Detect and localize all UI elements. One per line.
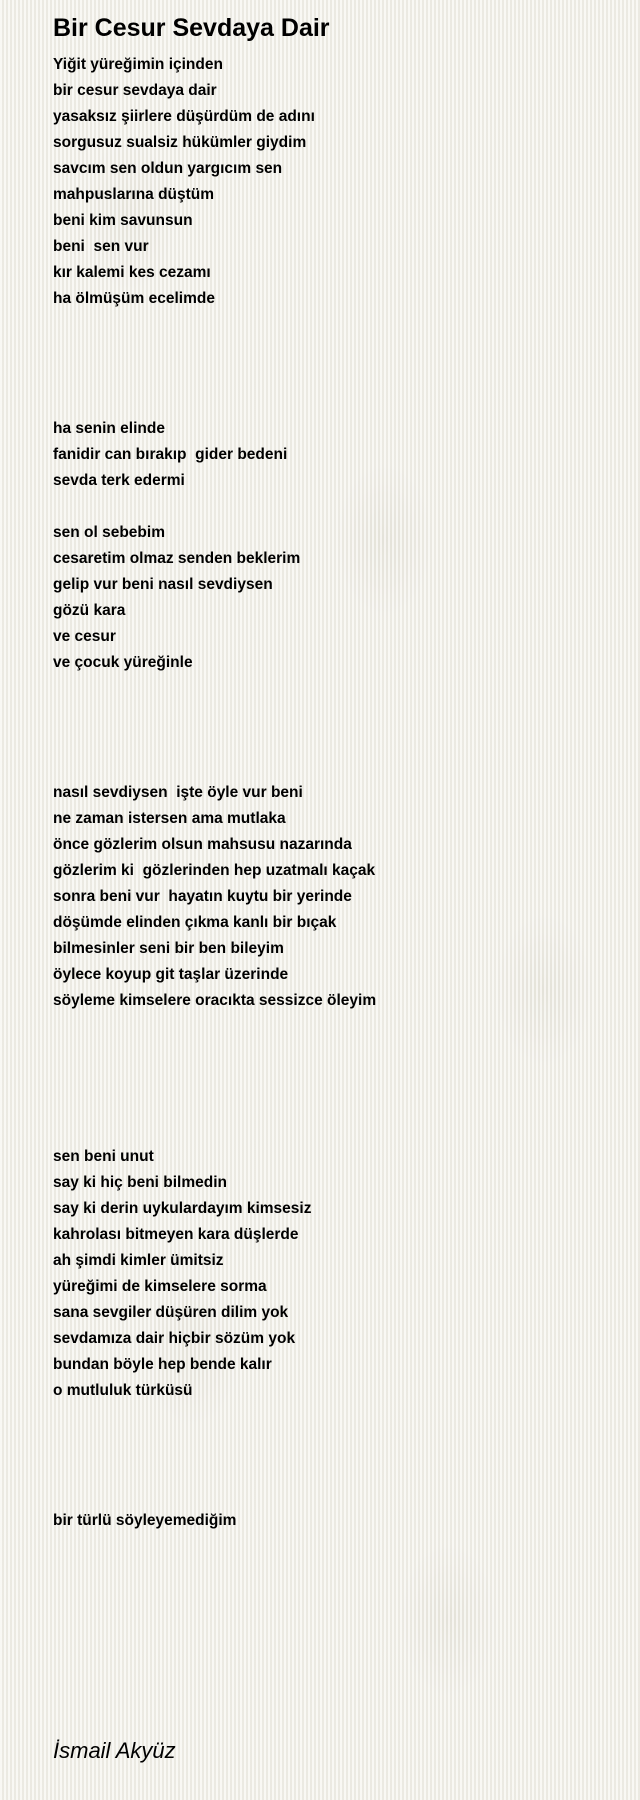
poem-title: Bir Cesur Sevdaya Dair bbox=[53, 14, 330, 42]
poem-blank-line bbox=[53, 676, 613, 702]
poem-blank-line bbox=[53, 1118, 613, 1144]
poem-line: sorgusuz sualsiz hükümler giydim bbox=[53, 134, 307, 151]
poem-line: sevdamıza dair hiçbir sözüm yok bbox=[53, 1330, 296, 1347]
poem-line: say ki hiç beni bilmedin bbox=[53, 1174, 227, 1191]
poem-line: sen beni unut bbox=[53, 1148, 154, 1165]
poem-line: kır kalemi kes cezamı bbox=[53, 264, 211, 281]
poem-blank-line bbox=[53, 1430, 613, 1456]
poem-line: o mutluluk türküsü bbox=[53, 1382, 193, 1399]
poem-line: savcım sen oldun yargıcım sen bbox=[53, 160, 283, 177]
poem-line: söyleme kimselere oracıkta sessizce öleyim bbox=[53, 992, 377, 1009]
poem-line: sonra beni vur hayatın kuytu bir yerinde bbox=[53, 888, 352, 905]
poem-blank-line bbox=[53, 338, 613, 364]
poem-line: ah şimdi kimler ümitsiz bbox=[53, 1252, 224, 1269]
poem-line: beni kim savunsun bbox=[53, 212, 193, 229]
poem-line: bundan böyle hep bende kalır bbox=[53, 1356, 272, 1373]
poem-line: yüreğimi de kimselere sorma bbox=[53, 1278, 267, 1295]
poem-line: bir cesur sevdaya dair bbox=[53, 82, 217, 99]
poem-line: ha senin elinde bbox=[53, 420, 165, 437]
poem-line: kahrolası bitmeyen kara düşlerde bbox=[53, 1226, 299, 1243]
poem-blank-line bbox=[53, 728, 613, 754]
poem-line: sevda terk edermi bbox=[53, 472, 185, 489]
poem-line: sana sevgiler düşüren dilim yok bbox=[53, 1304, 289, 1321]
poem-line: döşümde elinden çıkma kanlı bir bıçak bbox=[53, 914, 337, 931]
poem-line: gözlerim ki gözlerinden hep uzatmalı kaçak bbox=[53, 862, 376, 879]
poem-blank-line bbox=[53, 1040, 613, 1066]
poem-line: bir türlü söyleyemediğim bbox=[53, 1512, 237, 1529]
poem-blank-line bbox=[53, 1014, 613, 1040]
poem-blank-line bbox=[53, 1092, 613, 1118]
poem-line: ha ölmüşüm ecelimde bbox=[53, 290, 215, 307]
poem-line: önce gözlerim olsun mahsusu nazarında bbox=[53, 836, 352, 853]
poem-line: mahpuslarına düştüm bbox=[53, 186, 215, 203]
poem-line: yasaksız şiirlere düşürdüm de adını bbox=[53, 108, 315, 125]
poem-blank-line bbox=[53, 702, 613, 728]
poem-blank-line bbox=[53, 364, 613, 390]
poem-line: ve çocuk yüreğinle bbox=[53, 654, 193, 671]
poem-blank-line bbox=[53, 1482, 613, 1508]
poem-line: öylece koyup git taşlar üzerinde bbox=[53, 966, 289, 983]
poem-line: say ki derin uykulardayım kimsesiz bbox=[53, 1200, 312, 1217]
poem-blank-line bbox=[53, 312, 613, 338]
poem-blank-line bbox=[53, 1404, 613, 1430]
poem-line: beni sen vur bbox=[53, 238, 149, 255]
poem-line: sen ol sebebim bbox=[53, 524, 165, 541]
poem-blank-line bbox=[53, 1066, 613, 1092]
poem-blank-line bbox=[53, 494, 613, 520]
poem-body bbox=[53, 52, 613, 1534]
poem-line: gözü kara bbox=[53, 602, 126, 619]
poem-blank-line bbox=[53, 390, 613, 416]
poem-line: bilmesinler seni bir ben bileyim bbox=[53, 940, 284, 957]
poem-line: fanidir can bırakıp gider bedeni bbox=[53, 446, 288, 463]
poem-line: gelip vur beni nasıl sevdiysen bbox=[53, 576, 273, 593]
poem-blank-line bbox=[53, 1456, 613, 1482]
poem-line: nasıl sevdiysen işte öyle vur beni bbox=[53, 784, 303, 801]
poem-line: ne zaman istersen ama mutlaka bbox=[53, 810, 286, 827]
poem-line: ve cesur bbox=[53, 628, 116, 645]
poem-author: İsmail Akyüz bbox=[53, 1738, 176, 1763]
poem-line: cesaretim olmaz senden beklerim bbox=[53, 550, 301, 567]
poem-line: Yiğit yüreğimin içinden bbox=[53, 56, 223, 73]
poem-blank-line bbox=[53, 754, 613, 780]
